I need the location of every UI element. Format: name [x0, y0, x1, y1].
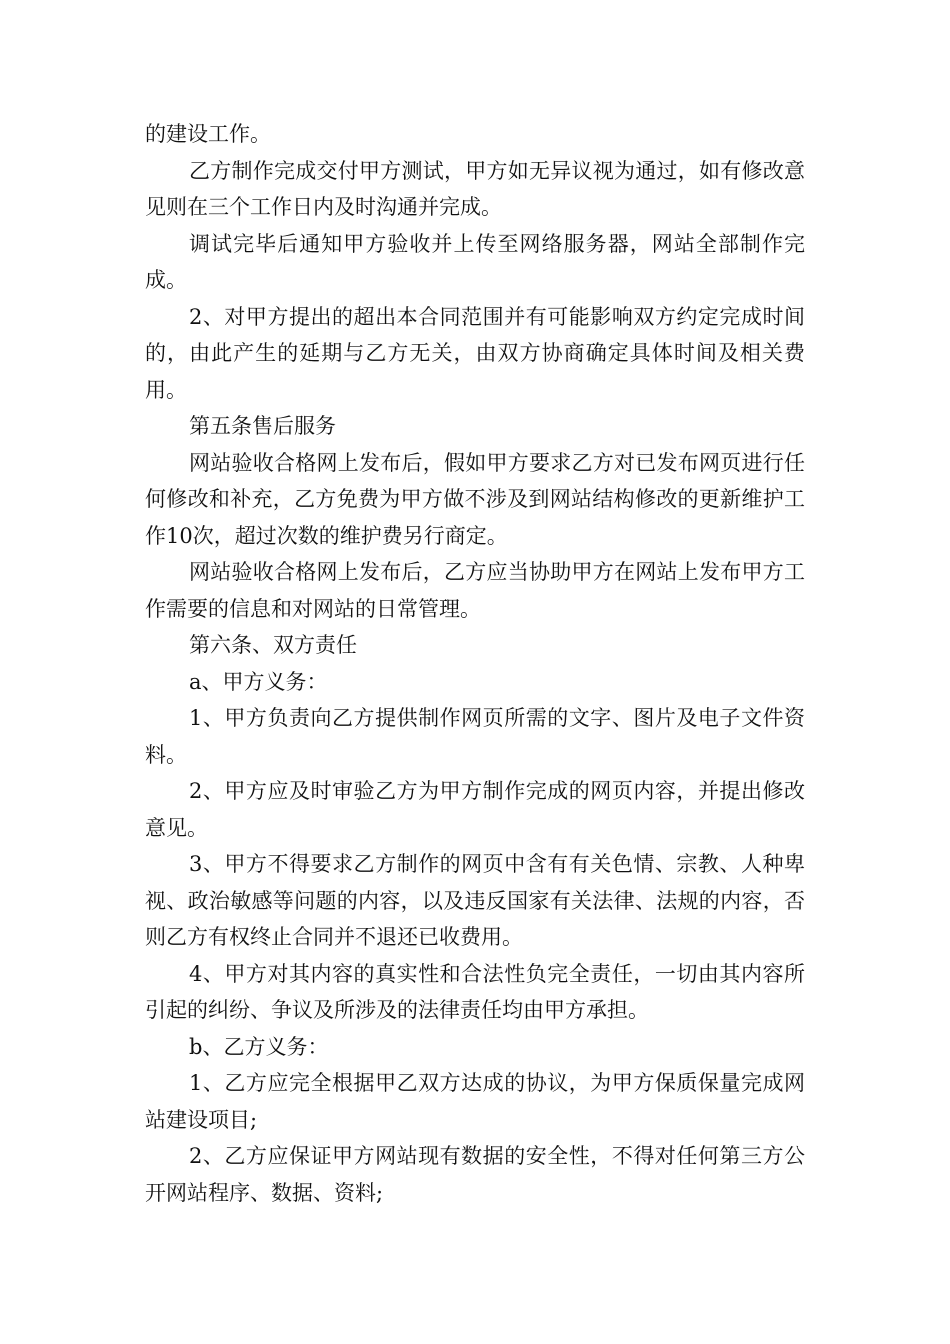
- paragraph: 的建设工作。: [145, 122, 271, 146]
- subsection-heading: a、甲方义务：: [189, 669, 328, 694]
- document-page: [145, 116, 805, 1211]
- section-heading: 第五条售后服务: [189, 414, 336, 438]
- paragraph: 调试完毕后通知甲方验收并上传至网络服务器，网站全部制作完成。: [145, 231, 805, 292]
- paragraph: 网站验收合格网上发布后，乙方应当协助甲方在网站上发布甲方工作需要的信息和对网站的日常管理。: [145, 560, 805, 621]
- paragraph: 网站验收合格网上发布后，假如甲方要求乙方对已发布网页进行任何修改和补充，乙方免费为甲方做不涉及到网站结构修改的更新维护工作10次，超过次数的维护费另行商定。: [145, 450, 805, 548]
- section-heading: 第六条、双方责任: [189, 633, 357, 657]
- list-item: 2、甲方应及时审验乙方为甲方制作完成的网页内容，并提出修改意见。: [145, 779, 805, 840]
- paragraph: 2、对甲方提出的超出本合同范围并有可能影响双方约定完成时间的，由此产生的延期与乙方无关，由双方协商确定具体时间及相关费用。: [145, 304, 805, 402]
- subsection-heading: b、乙方义务：: [189, 1034, 329, 1059]
- list-item: 1、乙方应完全根据甲乙双方达成的协议，为甲方保质保量完成网站建设项目;: [145, 1071, 805, 1132]
- list-item: 2、乙方应保证甲方网站现有数据的安全性，不得对任何第三方公开网站程序、数据、资料;: [145, 1144, 805, 1205]
- list-item: 4、甲方对其内容的真实性和合法性负完全责任，一切由其内容所引起的纠纷、争议及所涉及的法律责任均由甲方承担。: [145, 961, 805, 1022]
- paragraph: 乙方制作完成交付甲方测试，甲方如无异议视为通过，如有修改意见则在三个工作日内及时沟通并完成。: [145, 158, 805, 219]
- list-item: 3、甲方不得要求乙方制作的网页中含有有关色情、宗教、人种卑视、政治敏感等问题的内容，以及违反国家有关法律、法规的内容，否则乙方有权终止合同并不退还已收费用。: [145, 852, 805, 949]
- list-item: 1、甲方负责向乙方提供制作网页所需的文字、图片及电子文件资料。: [145, 706, 805, 767]
